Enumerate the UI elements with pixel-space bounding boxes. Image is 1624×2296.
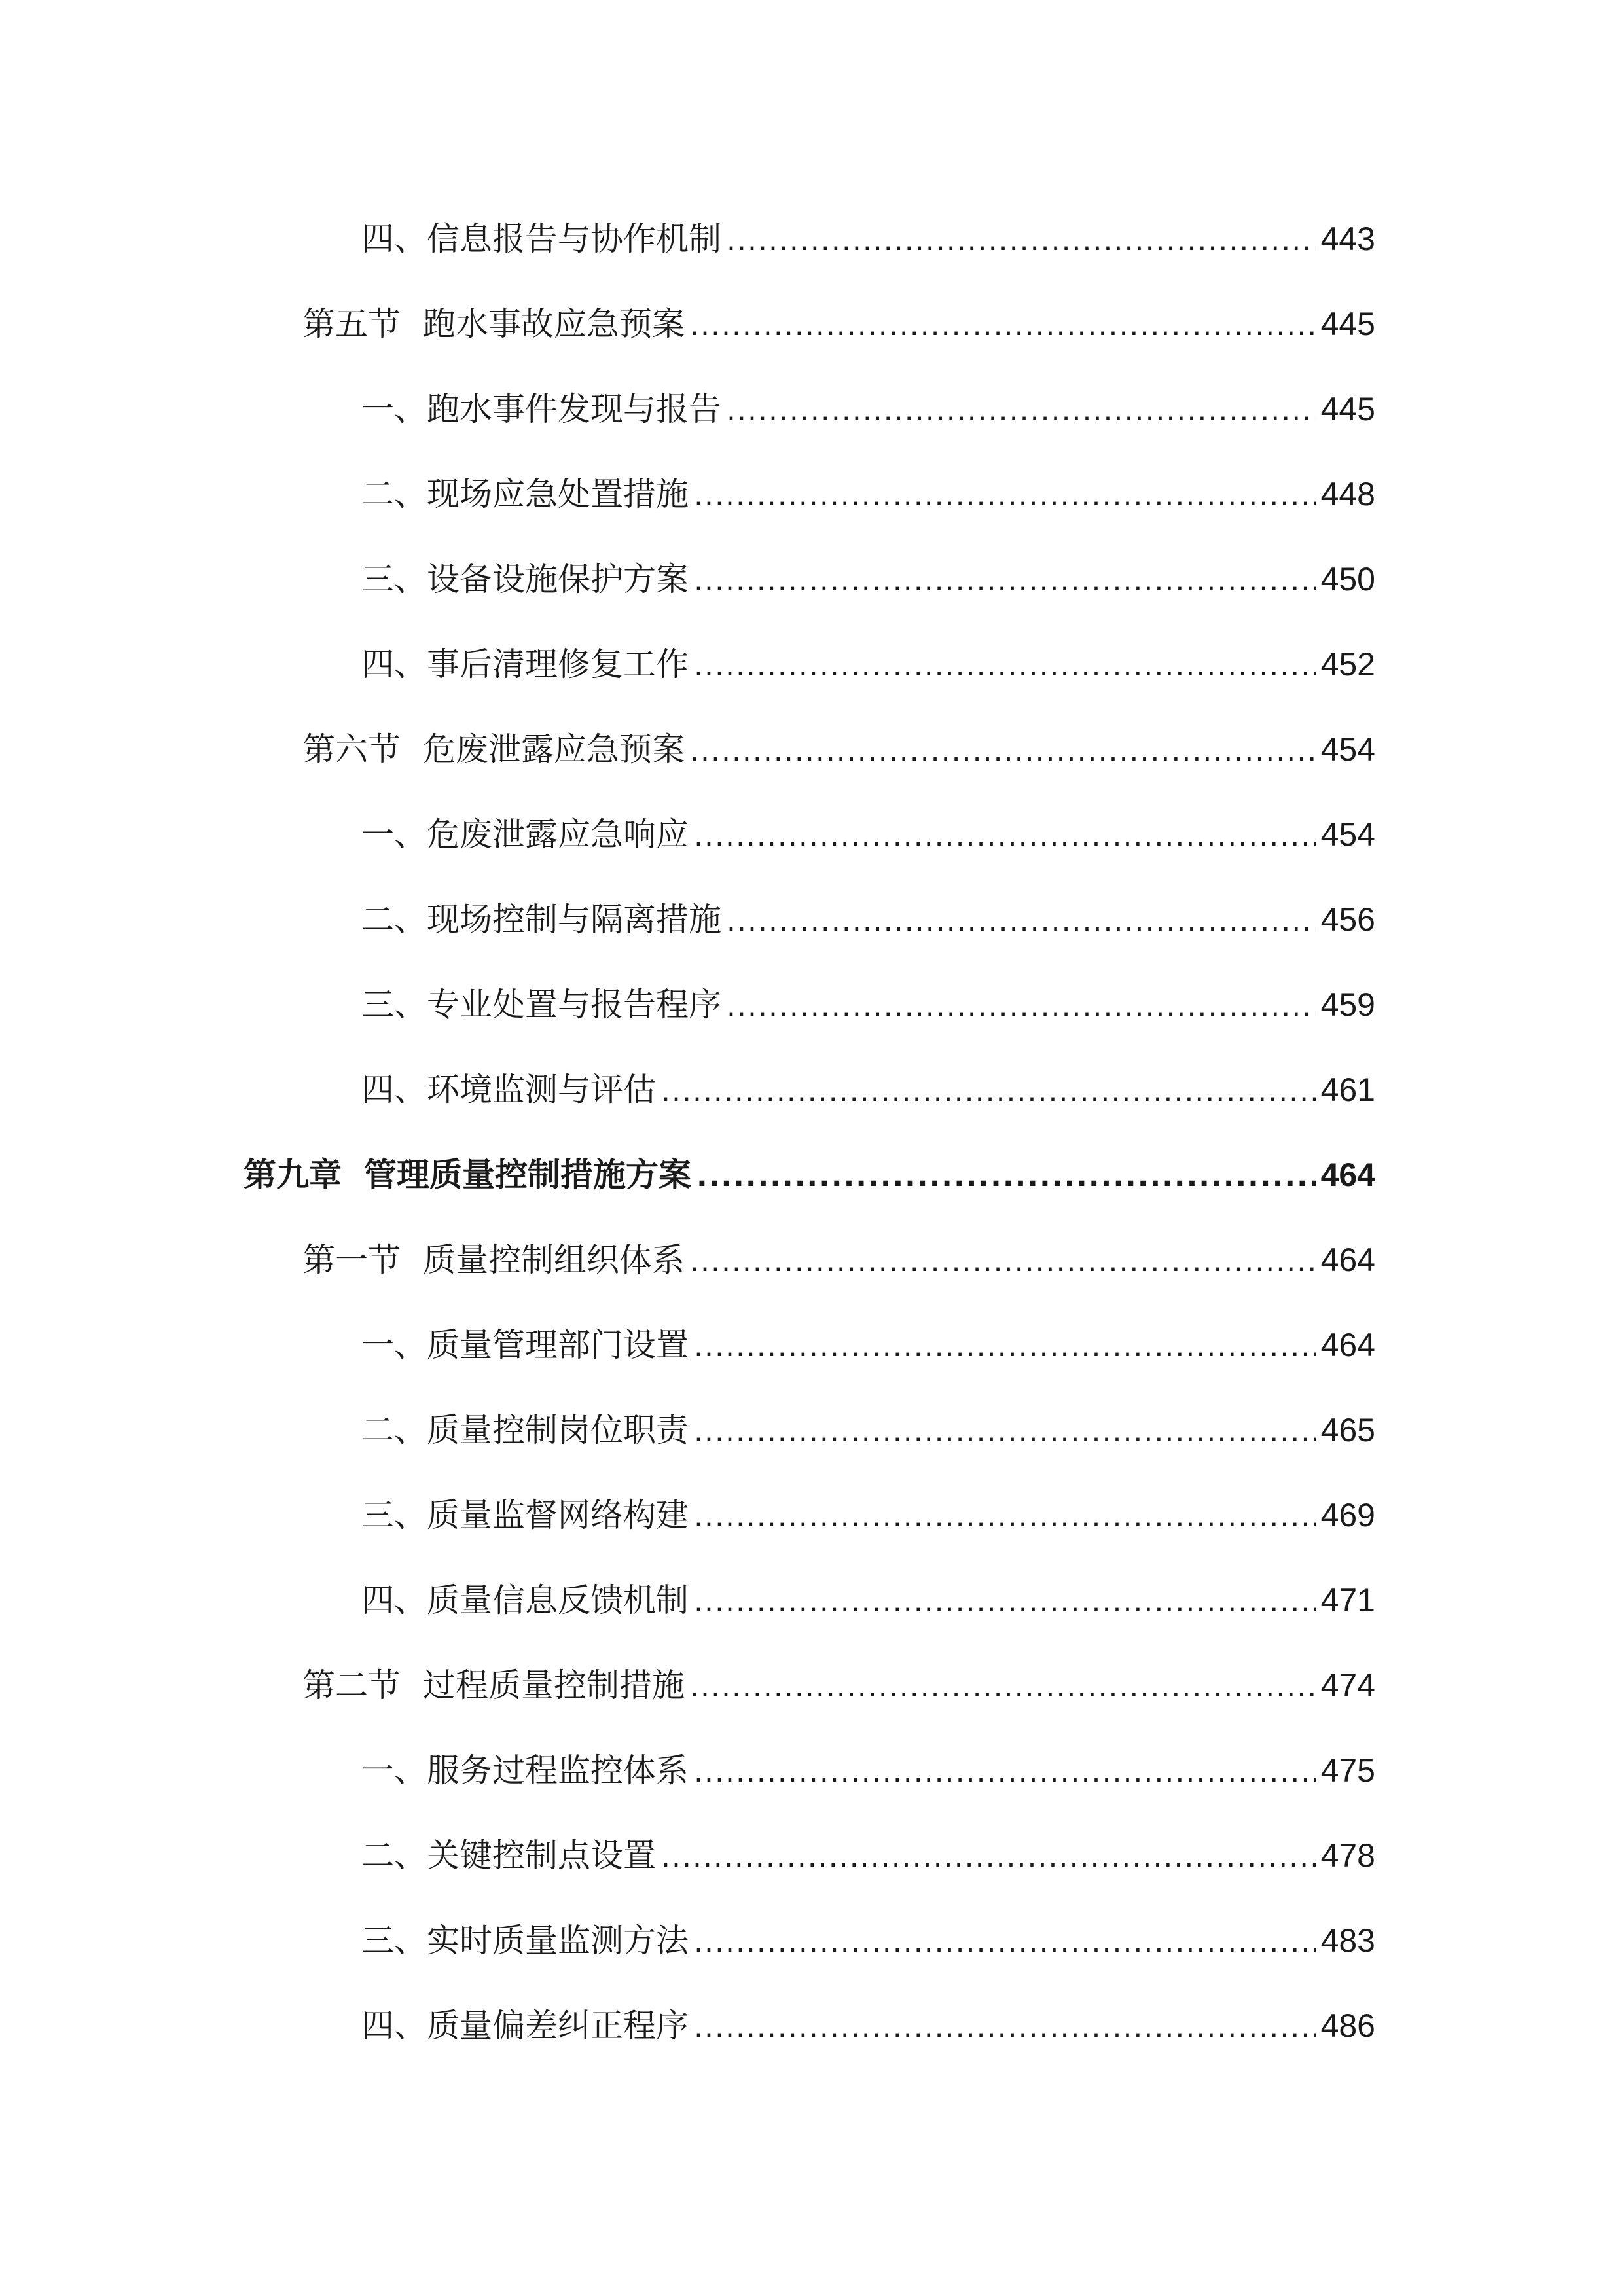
toc-entry-page: 464	[1320, 1327, 1375, 1363]
toc-entry-page: 445	[1320, 391, 1375, 427]
toc-entry-title: 跑水事故应急预案	[423, 305, 685, 343]
toc-entry[interactable]	[302, 298, 1375, 350]
toc-dot-leader	[727, 385, 1316, 437]
toc-entry-number: 四、	[361, 2007, 427, 2045]
toc-entry-number: 四、	[361, 1581, 427, 1619]
toc-entry-title: 质量管理部门设置	[427, 1326, 689, 1364]
toc-entry[interactable]	[361, 1319, 1375, 1371]
toc-dot-leader	[727, 215, 1316, 267]
toc-dot-leader	[727, 895, 1316, 948]
toc-entry-title: 质量控制组织体系	[423, 1241, 685, 1279]
toc-entry-number: 一、	[361, 1751, 427, 1789]
toc-entry[interactable]	[361, 1064, 1375, 1116]
toc-entry-number: 二、	[361, 1837, 427, 1874]
toc-dot-leader	[694, 1576, 1316, 1628]
toc-entry[interactable]	[361, 1404, 1375, 1456]
toc-dot-leader	[727, 980, 1316, 1033]
toc-dot-leader	[690, 1661, 1316, 1713]
toc-entry-title: 跑水事件发现与报告	[427, 390, 721, 428]
toc-entry-number: 三、	[361, 986, 427, 1024]
toc-entry-number: 一、	[361, 1326, 427, 1364]
toc-entry[interactable]	[361, 638, 1375, 691]
toc-entry-title: 质量偏差纠正程序	[427, 2007, 689, 2045]
toc-entry[interactable]	[361, 1489, 1375, 1541]
toc-entry-page: 478	[1320, 1837, 1375, 1874]
toc-entry-number: 三、	[361, 1496, 427, 1534]
toc-entry-title: 管理质量控制措施方案	[364, 1156, 691, 1194]
toc-entry-page: 454	[1320, 731, 1375, 768]
toc-entry-number: 四、	[361, 220, 427, 258]
toc-entry-number: 第二节	[302, 1666, 401, 1704]
toc-entry[interactable]	[361, 1829, 1375, 1882]
toc-entry-number: 三、	[361, 560, 427, 598]
toc-entry[interactable]	[361, 1914, 1375, 1967]
toc-entry-title: 实时质量监测方法	[427, 1922, 689, 1960]
toc-entry-number: 二、	[361, 475, 427, 513]
toc-dot-leader	[694, 470, 1316, 522]
toc-entry-title: 危废泄露应急响应	[427, 816, 689, 853]
toc-entry-title: 质量控制岗位职责	[427, 1411, 689, 1449]
toc-entry-page: 452	[1320, 646, 1375, 683]
toc-entry-number: 一、	[361, 816, 427, 853]
toc-dot-leader	[694, 640, 1316, 692]
toc-entry-title: 质量监督网络构建	[427, 1496, 689, 1534]
toc-dot-leader	[694, 2001, 1316, 2054]
toc-dot-leader	[694, 1916, 1316, 1969]
toc-entry-page: 469	[1320, 1497, 1375, 1534]
toc-entry[interactable]	[302, 1659, 1375, 1712]
toc-dot-leader	[694, 1491, 1316, 1543]
toc-dot-leader	[661, 1831, 1316, 1884]
toc-chapter-entry[interactable]	[244, 1149, 1375, 1201]
toc-entry-page: 465	[1320, 1412, 1375, 1448]
toc-entry[interactable]	[361, 978, 1375, 1031]
toc-dot-leader	[694, 555, 1316, 607]
toc-entry-number: 二、	[361, 1411, 427, 1449]
toc-entry[interactable]	[302, 1234, 1375, 1286]
toc-dot-leader	[694, 1746, 1316, 1799]
toc-entry-title: 专业处置与报告程序	[427, 986, 721, 1024]
toc-entry[interactable]	[361, 2000, 1375, 2052]
toc-entry-page: 456	[1320, 901, 1375, 938]
toc-entry-number: 三、	[361, 1922, 427, 1960]
toc-entry[interactable]	[361, 1744, 1375, 1797]
toc-entry-page: 454	[1320, 816, 1375, 853]
toc-entry-title: 事后清理修复工作	[427, 645, 689, 683]
toc-entry[interactable]	[361, 553, 1375, 605]
toc-dot-leader	[690, 300, 1316, 352]
toc-entry-page: 474	[1320, 1667, 1375, 1704]
toc-entry-title: 现场控制与隔离措施	[427, 901, 721, 939]
toc-dot-leader	[690, 725, 1316, 778]
toc-dot-leader	[690, 1236, 1316, 1288]
toc-entry-page: 483	[1320, 1922, 1375, 1959]
toc-entry[interactable]	[361, 1574, 1375, 1626]
toc-entry[interactable]	[361, 893, 1375, 946]
toc-entry[interactable]	[361, 808, 1375, 861]
toc-entry-page: 464	[1320, 1157, 1375, 1193]
toc-entry-number: 四、	[361, 645, 427, 683]
toc-entry-number: 第一节	[302, 1241, 401, 1279]
toc-dot-leader	[694, 1406, 1316, 1458]
toc-dot-leader	[696, 1151, 1316, 1203]
toc-entry-number: 四、	[361, 1071, 427, 1109]
toc-entry-page: 464	[1320, 1242, 1375, 1278]
toc-entry-title: 服务过程监控体系	[427, 1751, 689, 1789]
toc-entry[interactable]	[302, 723, 1375, 776]
toc-dot-leader	[694, 1321, 1316, 1373]
toc-entry-title: 环境监测与评估	[427, 1071, 656, 1109]
toc-entry-page: 461	[1320, 1071, 1375, 1108]
toc-entry-page: 450	[1320, 561, 1375, 598]
toc-dot-leader	[694, 810, 1316, 863]
toc-entry-title: 设备设施保护方案	[427, 560, 689, 598]
toc-entry-page: 443	[1320, 221, 1375, 257]
toc-dot-leader	[661, 1066, 1316, 1118]
toc-entry-title: 质量信息反馈机制	[427, 1581, 689, 1619]
toc-entry[interactable]	[361, 383, 1375, 435]
toc-entry-title: 过程质量控制措施	[423, 1666, 685, 1704]
toc-entry-number: 第九章	[244, 1156, 342, 1194]
toc-entry-page: 448	[1320, 476, 1375, 512]
toc-entry-page: 471	[1320, 1582, 1375, 1619]
toc-entry-page: 475	[1320, 1752, 1375, 1789]
toc-entry-title: 关键控制点设置	[427, 1837, 656, 1874]
toc-entry-page: 445	[1320, 306, 1375, 342]
toc-entry-number: 二、	[361, 901, 427, 939]
toc-entry-title: 信息报告与协作机制	[427, 220, 721, 258]
toc-entry-number: 一、	[361, 390, 427, 428]
toc-entry-page: 486	[1320, 2007, 1375, 2044]
toc-entry-title: 现场应急处置措施	[427, 475, 689, 513]
toc-entry[interactable]	[361, 213, 1375, 265]
toc-entry-number: 第六节	[302, 730, 401, 768]
toc-entry-number: 第五节	[302, 305, 401, 343]
toc-entry[interactable]	[361, 468, 1375, 520]
toc-entry-page: 459	[1320, 986, 1375, 1023]
toc-entry-title: 危废泄露应急预案	[423, 730, 685, 768]
